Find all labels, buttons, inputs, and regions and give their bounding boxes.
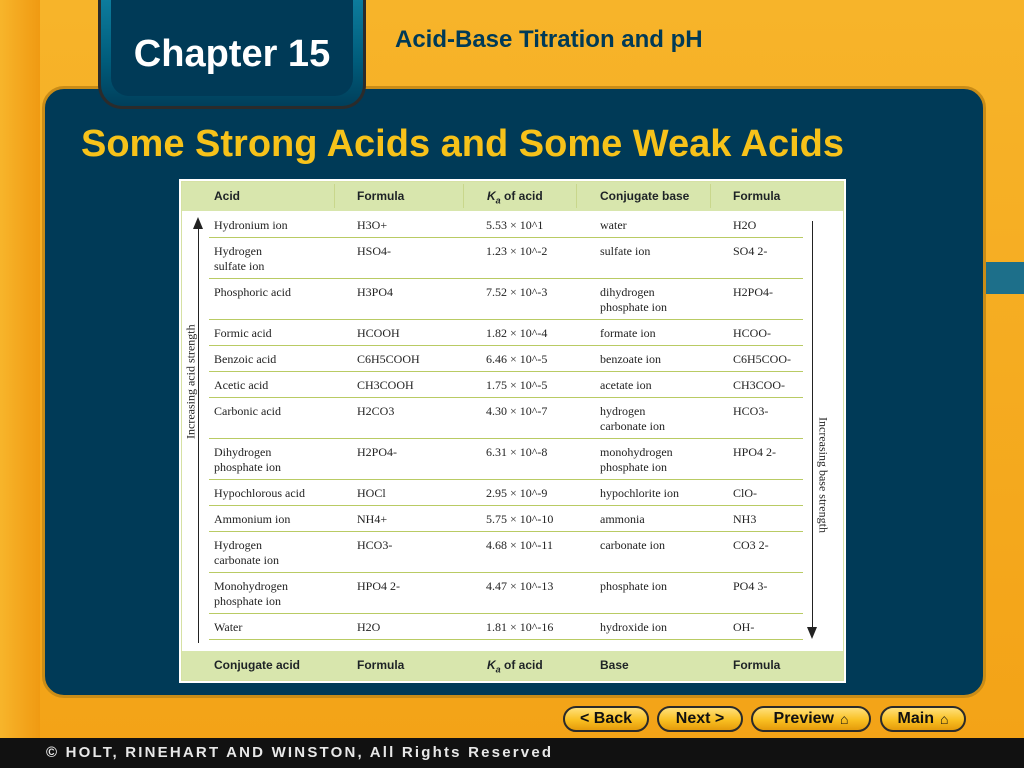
- base-formula: HCO3-: [733, 404, 769, 418]
- acid-formula: H3PO4: [357, 285, 394, 299]
- ka-value: 5.75 × 10^-10: [486, 512, 554, 526]
- table-footer: [182, 651, 843, 680]
- ka-value: 4.47 × 10^-13: [486, 579, 554, 593]
- conjugate-base: hydroxide ion: [600, 620, 667, 634]
- right-accent-stripe: [985, 262, 1024, 294]
- header-conjugate-base: Conjugate base: [600, 189, 690, 203]
- base-strength-label: Increasing base strength: [816, 417, 831, 533]
- conjugate-base: phosphate ion: [600, 579, 667, 593]
- table-row: [209, 438, 803, 480]
- ka-value: 1.75 × 10^-5: [486, 378, 548, 392]
- table-row: [209, 319, 803, 346]
- ka-value: 1.23 × 10^-2: [486, 244, 548, 258]
- left-accent-strip: [0, 0, 40, 738]
- header-divider: [710, 184, 711, 208]
- conjugate-base: hydrogen carbonate ion: [600, 404, 665, 433]
- header-base-formula: Formula: [733, 189, 781, 203]
- header-ka: $K_a$ of acid: [487, 189, 543, 206]
- acid-name: Carbonic acid: [214, 404, 281, 418]
- table-header: [182, 182, 843, 211]
- acid-name: Formic acid: [214, 326, 272, 340]
- footer-base-formula: Formula: [733, 658, 781, 672]
- acid-formula: HCOOH: [357, 326, 400, 340]
- base-formula: H2O: [733, 218, 757, 232]
- table-row: [209, 237, 803, 279]
- table-row: [209, 613, 803, 640]
- acid-name: Dihydrogen phosphate ion: [214, 445, 281, 474]
- section-title: Acid-Base Titration and pH: [395, 26, 703, 53]
- conjugate-base: monohydrogen phosphate ion: [600, 445, 673, 474]
- acid-name: Monohydrogen phosphate ion: [214, 579, 288, 608]
- table-row: [209, 531, 803, 573]
- main-label: Main: [897, 710, 934, 727]
- acid-name: Hydrogen sulfate ion: [214, 244, 265, 273]
- acid-name: Hypochlorous acid: [214, 486, 305, 500]
- acid-name: Phosphoric acid: [214, 285, 291, 299]
- acid-formula: C6H5COOH: [357, 352, 420, 366]
- base-formula: ClO-: [733, 486, 757, 500]
- table-row: [209, 505, 803, 532]
- table-row: [209, 371, 803, 398]
- table-row: [209, 572, 803, 614]
- base-formula: CH3COO-: [733, 378, 786, 392]
- acid-formula: H3O+: [357, 218, 388, 232]
- acid-name: Hydronium ion: [214, 218, 288, 232]
- header-divider: [463, 184, 464, 208]
- acid-formula: HCO3-: [357, 538, 393, 552]
- conjugate-base: sulfate ion: [600, 244, 651, 258]
- slide-title: Some Strong Acids and Some Weak Acids: [81, 123, 845, 165]
- chapter-label: Chapter 15: [133, 32, 331, 75]
- acid-formula: NH4+: [357, 512, 388, 526]
- footer-formula: Formula: [357, 658, 405, 672]
- base-formula: NH3: [733, 512, 757, 526]
- conjugate-base: formate ion: [600, 326, 656, 340]
- conjugate-base: carbonate ion: [600, 538, 665, 552]
- conjugate-base: hypochlorite ion: [600, 486, 679, 500]
- ka-value: 1.82 × 10^-4: [486, 326, 548, 340]
- home-icon: ⌂: [939, 711, 949, 727]
- acid-name: Benzoic acid: [214, 352, 277, 366]
- chapter-tab: [98, 0, 366, 109]
- ka-value: 7.52 × 10^-3: [486, 285, 548, 299]
- header-acid: Acid: [214, 189, 241, 203]
- acid-name: Hydrogen carbonate ion: [214, 538, 279, 567]
- conjugate-base: acetate ion: [600, 378, 652, 392]
- ka-value: 1.81 × 10^-16: [486, 620, 554, 634]
- footer-conjugate-acid: Conjugate acid: [214, 658, 301, 672]
- acid-name: Acetic acid: [214, 378, 269, 392]
- base-formula: HPO4 2-: [733, 445, 777, 459]
- conjugate-base: benzoate ion: [600, 352, 661, 366]
- copyright-text: © HOLT, RINEHART AND WINSTON, All Rights Reserved: [46, 744, 554, 761]
- acid-strength-label: Increasing acid strength: [183, 324, 198, 439]
- footer-base: Base: [600, 658, 629, 672]
- base-formula: HCOO-: [733, 326, 771, 340]
- conjugate-base: dihydrogen phosphate ion: [600, 285, 667, 314]
- table-row: [209, 479, 803, 506]
- footer-bar: [0, 738, 1024, 768]
- back-button[interactable]: < Back: [563, 706, 649, 732]
- acid-name: Ammonium ion: [214, 512, 291, 526]
- base-strength-arrowhead: [807, 627, 817, 639]
- base-formula: SO4 2-: [733, 244, 768, 258]
- ka-value: 5.53 × 10^1: [486, 218, 544, 232]
- ka-value: 2.95 × 10^-9: [486, 486, 548, 500]
- table-row: [209, 397, 803, 439]
- home-icon: ⌂: [840, 711, 849, 727]
- main-button[interactable]: [880, 706, 966, 732]
- ka-value: 6.46 × 10^-5: [486, 352, 548, 366]
- next-button[interactable]: Next >: [657, 706, 743, 732]
- acid-formula: H2CO3: [357, 404, 395, 418]
- acid-formula: CH3COOH: [357, 378, 414, 392]
- table-row: [209, 278, 803, 320]
- chapter-inner: [111, 0, 353, 96]
- conjugate-base: water: [600, 218, 627, 232]
- preview-label: Preview: [773, 710, 834, 727]
- ka-value: 6.31 × 10^-8: [486, 445, 548, 459]
- base-formula: PO4 3-: [733, 579, 768, 593]
- acid-formula: HSO4-: [357, 244, 392, 258]
- acid-table: [179, 179, 846, 683]
- base-formula: OH-: [733, 620, 755, 634]
- table-row: [209, 345, 803, 372]
- ka-value: 4.68 × 10^-11: [486, 538, 553, 552]
- table-row: [209, 211, 803, 238]
- acid-formula: H2O: [357, 620, 381, 634]
- header-divider: [576, 184, 577, 208]
- header-divider: [334, 184, 335, 208]
- acid-formula: HPO4 2-: [357, 579, 401, 593]
- footer-ka: $K_a$ of acid: [487, 658, 543, 675]
- conjugate-base: ammonia: [600, 512, 645, 526]
- base-formula: H2PO4-: [733, 285, 774, 299]
- preview-button[interactable]: [751, 706, 871, 732]
- acid-name: Water: [214, 620, 243, 634]
- ka-value: 4.30 × 10^-7: [486, 404, 548, 418]
- acid-formula: H2PO4-: [357, 445, 398, 459]
- base-formula: C6H5COO-: [733, 352, 792, 366]
- base-formula: CO3 2-: [733, 538, 769, 552]
- acid-formula: HOCl: [357, 486, 386, 500]
- header-formula: Formula: [357, 189, 405, 203]
- base-strength-arrow: [812, 221, 813, 631]
